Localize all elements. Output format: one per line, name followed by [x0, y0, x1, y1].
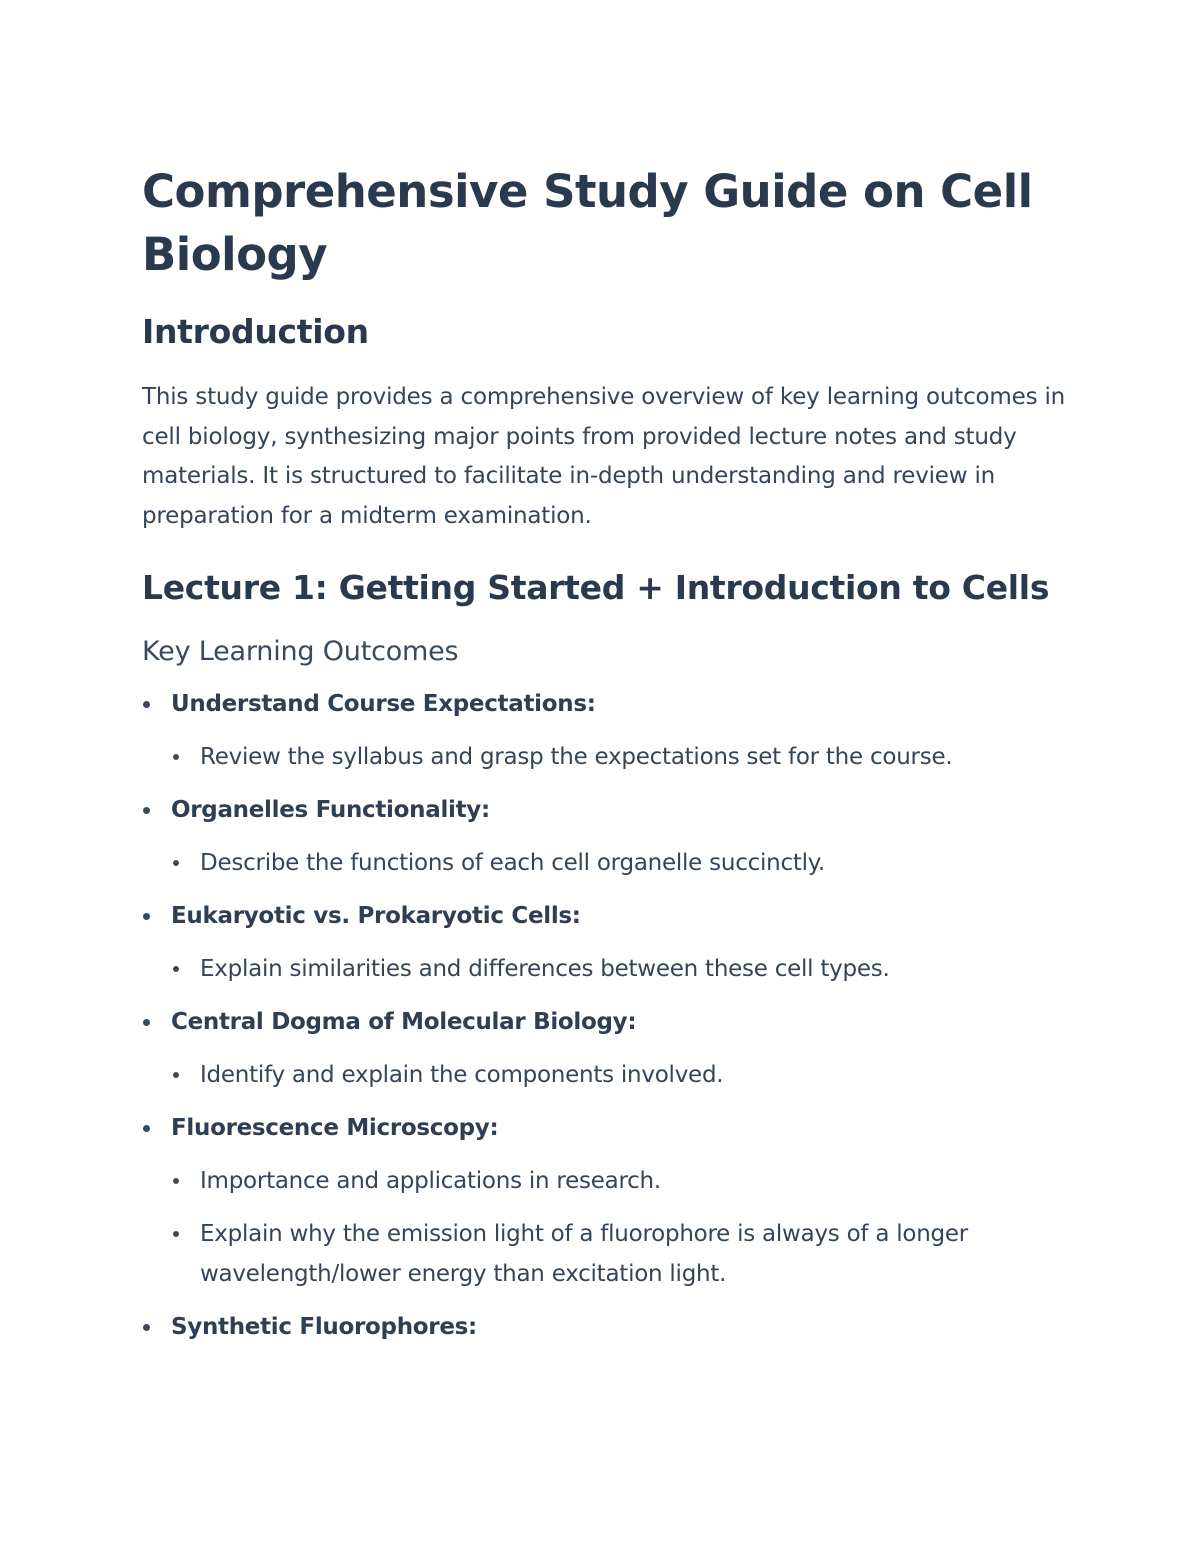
document-title: Comprehensive Study Guide on Cell Biology [142, 165, 1033, 281]
outcome-label: Fluorescence Microscopy: [171, 1115, 499, 1141]
outcome-item [142, 1307, 1072, 1360]
key-learning-outcomes-heading: Key Learning Outcomes [142, 636, 459, 667]
outcome-item [142, 1108, 1072, 1307]
outcome-detail [171, 1161, 1072, 1214]
outcome-detail [171, 1214, 1072, 1307]
outcome-detail-text: Review the syllabus and grasp the expectations set for the course. [200, 744, 953, 770]
outcome-item [142, 1002, 1072, 1108]
outcome-detail-text: Importance and applications in research. [200, 1168, 661, 1194]
outcome-label: Eukaryotic vs. Prokaryotic Cells: [171, 903, 581, 929]
outcome-label: Synthetic Fluorophores: [171, 1314, 477, 1340]
sub-bullet-icon [173, 966, 179, 972]
outcome-detail [171, 843, 1072, 896]
outcome-label: Understand Course Expectations: [171, 691, 596, 717]
outcome-details [171, 1161, 1072, 1307]
outcome-details [171, 737, 1072, 790]
outcome-detail-text: Identify and explain the components involved. [200, 1062, 724, 1088]
outcome-details [171, 1055, 1072, 1108]
outcome-details [171, 843, 1072, 896]
sub-bullet-icon [173, 1231, 179, 1237]
learning-outcomes-list [142, 684, 1072, 1360]
bullet-icon [143, 913, 150, 920]
lecture-1-heading: Lecture 1: Getting Started + Introduction to Cells [142, 568, 1050, 607]
outcome-item [142, 684, 1072, 790]
outcome-details [171, 949, 1072, 1002]
outcome-detail-text: Explain why the emission light of a fluorophore is always of a longer wavelength/lower energy than excitation light. [200, 1221, 968, 1287]
introduction-heading: Introduction [142, 312, 369, 351]
outcome-detail [171, 737, 1072, 790]
outcome-detail-text: Explain similarities and differences between these cell types. [200, 956, 890, 982]
bullet-icon [143, 1125, 150, 1132]
bullet-icon [143, 807, 150, 814]
sub-bullet-icon [173, 754, 179, 760]
document-page [142, 160, 1072, 1360]
bullet-icon [143, 1324, 150, 1331]
sub-bullet-icon [173, 1178, 179, 1184]
outcome-detail [171, 1055, 1072, 1108]
sub-bullet-icon [173, 860, 179, 866]
outcome-detail [171, 949, 1072, 1002]
bullet-icon [143, 701, 150, 708]
outcome-detail-text: Describe the functions of each cell organelle succinctly. [200, 850, 825, 876]
outcome-label: Organelles Functionality: [171, 797, 490, 823]
outcome-item [142, 896, 1072, 1002]
sub-bullet-icon [173, 1072, 179, 1078]
outcome-item [142, 790, 1072, 896]
introduction-paragraph: This study guide provides a comprehensive overview of key learning outcomes in cell biology, synthesizing major points from provided lecture notes and study materials. It is structured to facilitate in-depth understanding and review in preparation for a midterm examination. [142, 384, 1066, 529]
bullet-icon [143, 1019, 150, 1026]
outcome-label: Central Dogma of Molecular Biology: [171, 1009, 637, 1035]
